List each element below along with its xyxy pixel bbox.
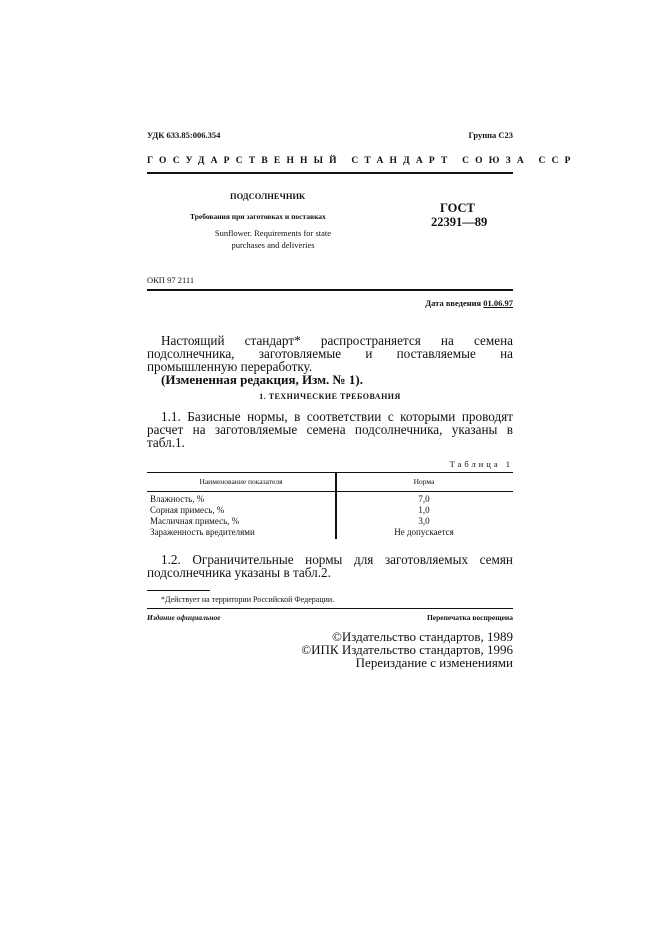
table-cell: Сорная примесь, % [150,505,225,515]
intro-date-label: Дата введения [425,298,482,308]
english-title-2: purchases and deliveries [231,240,315,250]
intro-date-value: 01.06.97 [483,298,513,308]
footnote: *Действует на территории Российской Федерации. [161,595,335,604]
table-cell: 3,0 [418,516,430,526]
reissue-note: Переиздание с изменениями [355,655,513,670]
body-text [147,334,513,579]
paragraph-1-2: 1.2. Ограничительные нормы для заготовляемых семян подсолнечника указаны в табл.2. [147,552,513,580]
gost-label: ГОСТ [440,201,475,215]
subtitle: Требования при заготовках и поставках [190,212,326,221]
paragraph-1-1: 1.1. Базисные нормы, в соответствии с которыми проводят расчет на заготовляемые семена подсолнечника, указаны в табл.1. [147,409,513,450]
table-cell: Не допускается [394,527,454,537]
official-edition: Издание официальное [147,613,221,622]
table-1 [147,472,513,539]
section-heading: 1. ТЕХНИЧЕСКИЕ ТРЕБОВАНИЯ [259,392,401,401]
footnote-rule [147,590,210,591]
table-cell: Влажность, % [150,494,205,504]
table-top-rule [147,472,513,473]
okp-rule [147,289,513,291]
table-column-rule [335,472,337,539]
intro-date [425,299,513,309]
group-code: Группа С23 [468,130,513,140]
copyright-1989: ©Издательство стандартов, 1989 [331,629,513,644]
table-cell: 1,0 [418,505,430,515]
state-standard-heading: ГОСУДАРСТВЕННЫЙ СТАНДАРТ СОЮЗА ССР [147,156,577,166]
header-rule [147,172,513,174]
table-cell: Масличная примесь, % [150,516,240,526]
table-cell: Зараженность вредителями [150,527,255,537]
copyright-block [301,630,513,669]
udk-code: УДК 633.85:006.354 [147,130,221,140]
table-cell: 7,0 [418,494,430,504]
amendment-note: (Измененная редакция, Изм. № 1). [161,372,363,387]
gost-number: 22391—89 [431,215,488,229]
footer-rule [147,608,513,609]
copyright-1996: ©ИПК Издательство стандартов, 1996 [301,642,513,657]
intro-paragraph: Настоящий стандарт* распространяется на семена подсолнечника, заготовляемые и поставляемые на промышленную переработку. [147,333,513,374]
okp-code: ОКП 97 2111 [147,275,195,285]
table-header: Наименование показателя [199,477,283,486]
table-header: Норма [413,477,435,486]
product-title: ПОДСОЛНЕЧНИК [230,191,306,201]
table-caption: Таблица 1 [449,459,513,469]
reprint-prohibited: Перепечатка воспрещена [426,613,513,622]
table-header-rule [147,491,513,492]
english-title-1: Sunflower. Requirements for state [214,228,332,238]
